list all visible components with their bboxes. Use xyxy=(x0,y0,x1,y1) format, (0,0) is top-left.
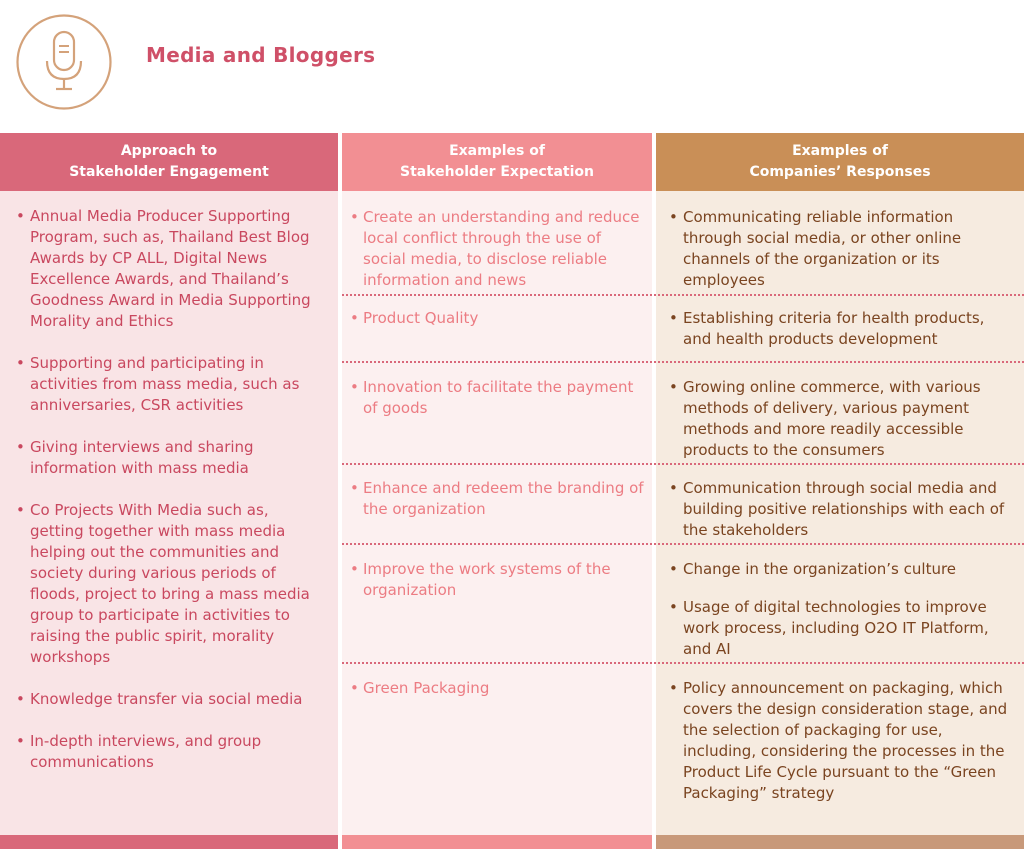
response-item: • Growing online commerce, with various methods of delivery, various payment methods and more readily accessible products to the consumers xyxy=(656,377,1024,461)
expectation-item: • Enhance and redeem the branding of the organization xyxy=(342,478,652,520)
list-item: • In-depth interviews, and group communications xyxy=(0,731,338,773)
response-item: • Communication through social media and building positive relationships with each of the stakeholders xyxy=(656,478,1024,541)
list-item: • Knowledge transfer via social media xyxy=(0,689,338,710)
approach-column xyxy=(0,133,338,849)
table-row xyxy=(342,678,652,699)
column-footer-bar xyxy=(0,835,338,849)
list-item: • Co Projects With Media such as, getting together with mass media helping out the communities and society during various periods of floods, project to bring a mass media group to participate in activities to raising the public spirit, morality workshops xyxy=(0,500,338,668)
table-row xyxy=(656,207,1024,291)
table-row xyxy=(342,478,652,520)
table-row xyxy=(342,308,652,329)
expectation-item: • Green Packaging xyxy=(342,678,652,699)
table-row xyxy=(656,678,1024,804)
list-item: • Giving interviews and sharing information with mass media xyxy=(0,437,338,479)
approach-list xyxy=(0,191,338,773)
microphone-badge xyxy=(15,13,113,111)
row-divider xyxy=(342,361,1024,363)
list-item: • Supporting and participating in activities from mass media, such as anniversaries, CSR activities xyxy=(0,353,338,416)
table-row xyxy=(656,377,1024,461)
table-row xyxy=(656,308,1024,350)
expectation-item: • Product Quality xyxy=(342,308,652,329)
column-footer-bar xyxy=(342,835,652,849)
table-row xyxy=(656,559,1024,660)
response-item: • Establishing criteria for health products, and health products development xyxy=(656,308,1024,350)
responses-heading: Examples of Companies’ Responses xyxy=(656,133,1024,191)
row-divider xyxy=(342,294,1024,296)
response-item: • Change in the organization’s culture xyxy=(656,559,1024,580)
response-item: • Usage of digital technologies to improve work process, including O2O IT Platform, and AI xyxy=(656,597,1024,660)
table-row xyxy=(656,478,1024,541)
expectation-item: • Improve the work systems of the organization xyxy=(342,559,652,601)
response-item: • Communicating reliable information through social media, or other online channels of the organization or its employees xyxy=(656,207,1024,291)
row-divider xyxy=(342,662,1024,664)
list-item: • Annual Media Producer Supporting Program, such as, Thailand Best Blog Awards by CP ALL, Digital News Excellence Awards, and Thailand’s Goodness Award in Media Supporting Morality and Ethics xyxy=(0,206,338,332)
row-divider xyxy=(342,463,1024,465)
expectation-item: • Innovation to facilitate the payment of goods xyxy=(342,377,652,419)
page-title: Media and Bloggers xyxy=(146,43,376,67)
response-item: • Policy announcement on packaging, which covers the design consideration stage, and the selection of packaging for use, including, considering the processes in the Product Life Cycle pursuant to the “Green Packaging” strategy xyxy=(656,678,1024,804)
table-row xyxy=(342,559,652,601)
row-divider xyxy=(342,543,1024,545)
expectation-item: • Create an understanding and reduce local conflict through the use of social media, to disclose reliable information and news xyxy=(342,207,652,291)
table-row xyxy=(342,207,652,291)
microphone-icon xyxy=(15,13,113,111)
column-footer-bar xyxy=(656,835,1024,849)
table-row xyxy=(342,377,652,419)
expectation-heading: Examples of Stakeholder Expectation xyxy=(342,133,652,191)
approach-heading: Approach to Stakeholder Engagement xyxy=(0,133,338,191)
